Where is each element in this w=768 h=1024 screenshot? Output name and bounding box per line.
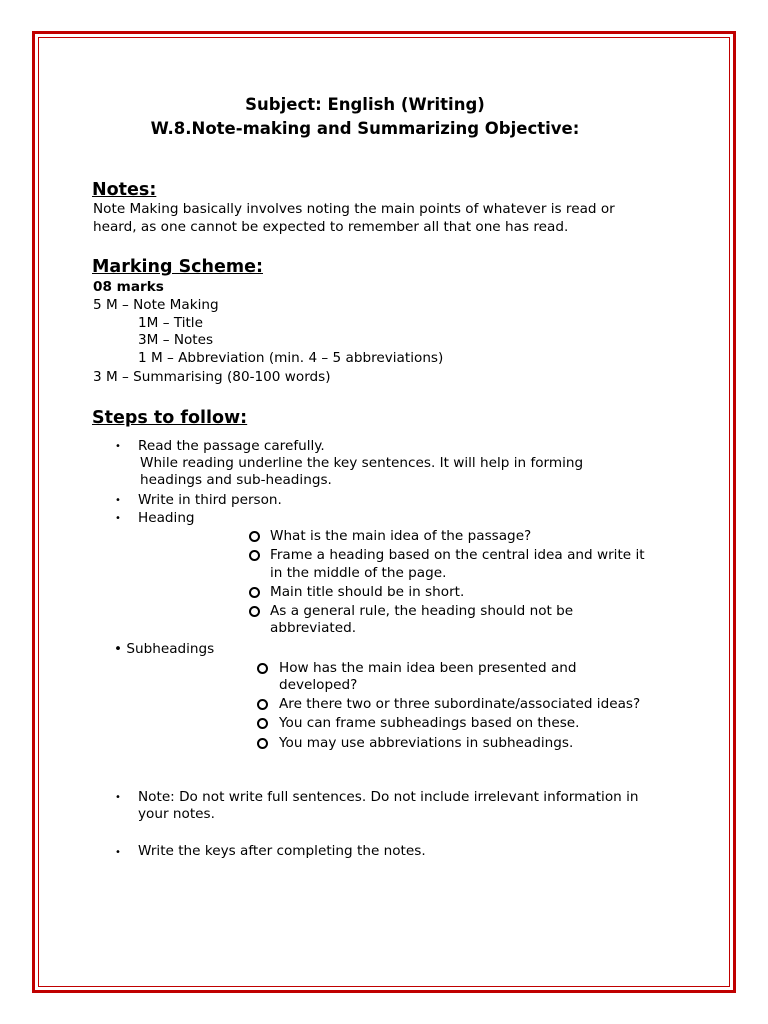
- total-marks: 08 marks: [93, 279, 164, 295]
- circle-bullet-icon: [249, 550, 260, 561]
- steps-heading: Steps to follow:: [92, 408, 248, 428]
- subheading-point: You may use abbreviations in subheadings.: [279, 735, 574, 751]
- step-read-line-1: While reading underline the key sentences. It will help in forming: [140, 455, 584, 471]
- circle-bullet-icon: [257, 663, 268, 674]
- circle-bullet-icon: [249, 606, 260, 617]
- heading-point: Main title should be in short.: [270, 584, 465, 600]
- step-note-line-1: Note: Do not write full sentences. Do not include irrelevant information in: [138, 789, 639, 805]
- heading-point-continued: abbreviated.: [270, 620, 357, 636]
- step-read-line-2: headings and sub-headings.: [140, 472, 332, 488]
- objective-title: W.8.Note-making and Summarizing Objective:: [150, 119, 580, 138]
- scheme-summarising: 3 M – Summarising (80-100 words): [93, 369, 331, 385]
- notes-heading: Notes:: [92, 180, 157, 200]
- step-read: Read the passage carefully.: [138, 438, 325, 454]
- subject-title: Subject: English (Writing): [245, 95, 485, 114]
- subheading-point-continued: developed?: [279, 677, 358, 693]
- circle-bullet-icon: [257, 738, 268, 749]
- heading-point: What is the main idea of the passage?: [270, 528, 532, 544]
- bullet: •: [115, 495, 121, 506]
- circle-bullet-icon: [257, 718, 268, 729]
- bullet: •: [115, 513, 121, 524]
- notes-line-2: heard, as one cannot be expected to remember all that one has read.: [93, 219, 569, 235]
- bullet: •: [115, 441, 121, 452]
- scheme-notes: 3M – Notes: [138, 332, 214, 348]
- subheading-point: You can frame subheadings based on these.: [279, 715, 580, 731]
- heading-point: Frame a heading based on the central idea and write it: [270, 547, 645, 563]
- bullet: •: [115, 847, 121, 858]
- marking-scheme-heading: Marking Scheme:: [92, 257, 263, 277]
- heading-point: As a general rule, the heading should not be: [270, 603, 574, 619]
- circle-bullet-icon: [249, 587, 260, 598]
- circle-bullet-icon: [257, 699, 268, 710]
- subheading-point: How has the main idea been presented and: [279, 660, 577, 676]
- scheme-abbreviation: 1 M – Abbreviation (min. 4 – 5 abbreviations): [138, 350, 444, 366]
- circle-bullet-icon: [249, 531, 260, 542]
- notes-line-1: Note Making basically involves noting the main points of whatever is read or: [93, 201, 615, 217]
- heading-point-continued: in the middle of the page.: [270, 565, 447, 581]
- step-note-line-2: your notes.: [138, 806, 215, 822]
- step-subheadings: • Subheadings: [114, 641, 215, 657]
- step-heading: Heading: [138, 510, 195, 526]
- subheading-point: Are there two or three subordinate/associated ideas?: [279, 696, 641, 712]
- scheme-title: 1M – Title: [138, 315, 203, 331]
- step-third-person: Write in third person.: [138, 492, 282, 508]
- scheme-note-making: 5 M – Note Making: [93, 297, 219, 313]
- bullet: •: [115, 792, 121, 803]
- step-keys: Write the keys after completing the notes.: [138, 843, 426, 859]
